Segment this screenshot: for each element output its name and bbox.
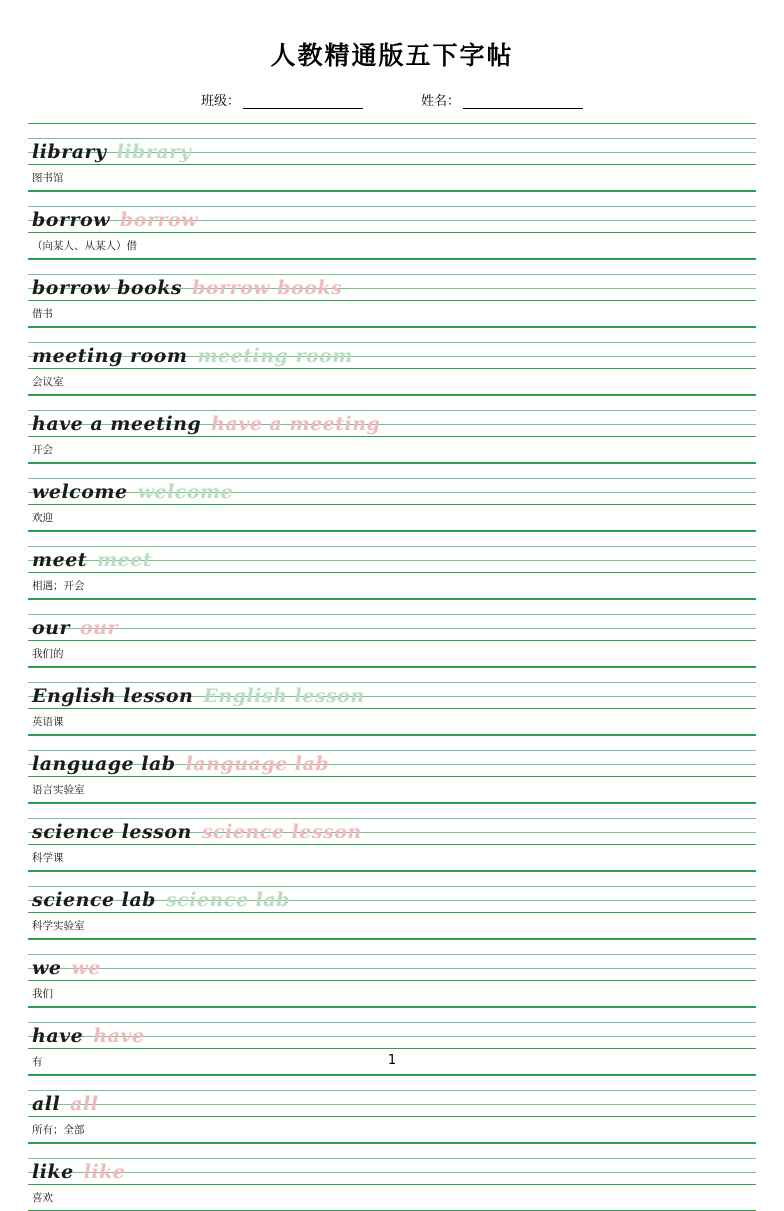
staff-rule-lower xyxy=(28,1172,756,1173)
entry-trace-word: borrow books xyxy=(192,277,343,299)
entry-trace-word: meet xyxy=(97,549,153,571)
name-field-label: 姓名： xyxy=(421,94,461,109)
entry-translation: 开会 xyxy=(28,437,756,463)
entry-trace-word: borrow xyxy=(120,209,199,231)
entry-words xyxy=(32,617,118,639)
entry-translation: 喜欢 xyxy=(28,1185,756,1211)
entry-words xyxy=(32,141,191,163)
writing-staff[interactable] xyxy=(28,123,756,165)
staff-rule-upper xyxy=(28,682,756,683)
entry-translation: 会议室 xyxy=(28,369,756,395)
vocabulary-entry xyxy=(28,395,756,463)
writing-staff[interactable] xyxy=(28,735,756,777)
staff-rule-lower xyxy=(28,1104,756,1105)
staff-rule-lower xyxy=(28,628,756,629)
entry-word: science lab xyxy=(32,889,156,911)
entry-words xyxy=(32,889,290,911)
writing-staff[interactable] xyxy=(28,327,756,369)
entry-translation: 科学课 xyxy=(28,845,756,871)
entry-word: meeting room xyxy=(32,345,188,367)
vocabulary-entry xyxy=(28,463,756,531)
vocabulary-entry xyxy=(28,871,756,939)
entry-word: borrow xyxy=(32,209,111,231)
entry-trace-word: English lesson xyxy=(203,685,365,707)
writing-staff[interactable] xyxy=(28,191,756,233)
staff-rule-upper xyxy=(28,546,756,547)
entry-translation: （向某人、从某人）借 xyxy=(28,233,756,259)
entry-word: all xyxy=(32,1093,61,1115)
entry-words xyxy=(32,685,365,707)
staff-rule-upper xyxy=(28,886,756,887)
class-field[interactable] xyxy=(201,90,363,109)
staff-rule-upper xyxy=(28,138,756,139)
staff-rule-upper xyxy=(28,342,756,343)
vocabulary-entry xyxy=(28,599,756,667)
entry-trace-word: all xyxy=(70,1093,99,1115)
staff-rule-lower xyxy=(28,968,756,969)
staff-rule-upper xyxy=(28,818,756,819)
entry-word: have xyxy=(32,1025,84,1047)
entry-word: we xyxy=(32,957,62,979)
entry-trace-word: our xyxy=(80,617,118,639)
writing-staff[interactable] xyxy=(28,939,756,981)
entry-word: science lesson xyxy=(32,821,192,843)
staff-rule-upper xyxy=(28,410,756,411)
entry-trace-word: like xyxy=(83,1161,126,1183)
entry-word: our xyxy=(32,617,70,639)
writing-staff[interactable] xyxy=(28,531,756,573)
page-title: 人教精通版五下字帖 xyxy=(270,41,514,70)
vocabulary-entry xyxy=(28,191,756,259)
entry-word: borrow books xyxy=(32,277,183,299)
entry-word: have a meeting xyxy=(32,413,202,435)
entry-translation: 图书馆 xyxy=(28,165,756,191)
entry-word: language lab xyxy=(32,753,176,775)
vocabulary-entry xyxy=(28,735,756,803)
writing-staff[interactable] xyxy=(28,1007,756,1049)
vocabulary-entry xyxy=(28,123,756,191)
entry-words xyxy=(32,1025,145,1047)
student-info-row xyxy=(28,90,756,109)
vocabulary-entry xyxy=(28,667,756,735)
entry-translation: 语言实验室 xyxy=(28,777,756,803)
entry-trace-word: library xyxy=(116,141,192,163)
name-field[interactable] xyxy=(421,90,583,109)
staff-rule-upper xyxy=(28,478,756,479)
entry-translation: 我们 xyxy=(28,981,756,1007)
entry-trace-word: have a meeting xyxy=(211,413,381,435)
vocabulary-entry xyxy=(28,531,756,599)
name-field-blank[interactable] xyxy=(463,95,583,109)
entry-trace-word: welcome xyxy=(137,481,234,503)
staff-rule-upper xyxy=(28,954,756,955)
entry-words xyxy=(32,413,380,435)
vocabulary-entry xyxy=(28,803,756,871)
staff-rule-upper xyxy=(28,614,756,615)
entry-word: library xyxy=(32,141,107,163)
staff-rule-upper xyxy=(28,1158,756,1159)
writing-staff[interactable] xyxy=(28,803,756,845)
entry-translation: 科学实验室 xyxy=(28,913,756,939)
entry-translation: 欢迎 xyxy=(28,505,756,531)
entry-words xyxy=(32,821,362,843)
entry-translation: 相遇；开会 xyxy=(28,573,756,599)
staff-rule-upper xyxy=(28,750,756,751)
writing-staff[interactable] xyxy=(28,259,756,301)
entry-translation: 我们的 xyxy=(28,641,756,667)
writing-staff[interactable] xyxy=(28,871,756,913)
staff-rule-upper xyxy=(28,274,756,275)
page-number: 1 xyxy=(387,1053,397,1068)
writing-staff[interactable] xyxy=(28,395,756,437)
entry-trace-word: science lesson xyxy=(201,821,362,843)
vocabulary-entry xyxy=(28,327,756,395)
writing-staff[interactable] xyxy=(28,463,756,505)
entry-words xyxy=(32,345,353,367)
entry-trace-word: have xyxy=(93,1025,145,1047)
writing-staff[interactable] xyxy=(28,599,756,641)
entry-trace-word: meeting room xyxy=(197,345,353,367)
entry-word: English lesson xyxy=(32,685,194,707)
writing-staff[interactable] xyxy=(28,1143,756,1185)
entry-words xyxy=(32,1161,125,1183)
class-field-label: 班级： xyxy=(200,94,240,109)
vocabulary-entry xyxy=(28,1075,756,1143)
entry-words xyxy=(32,481,233,503)
vocabulary-entry xyxy=(28,939,756,1007)
entry-word: like xyxy=(32,1161,74,1183)
entry-words xyxy=(32,957,101,979)
entry-words xyxy=(32,1093,99,1115)
entry-translation: 所有；全部 xyxy=(28,1117,756,1143)
vocabulary-entry xyxy=(28,1143,756,1211)
entry-translation: 英语课 xyxy=(28,709,756,735)
entry-word: meet xyxy=(32,549,88,571)
entry-trace-word: science lab xyxy=(165,889,290,911)
entry-trace-word: language lab xyxy=(185,753,330,775)
staff-rule-upper xyxy=(28,1090,756,1091)
entry-words xyxy=(32,549,152,571)
writing-staff[interactable] xyxy=(28,1075,756,1117)
staff-rule-upper xyxy=(28,206,756,207)
vocabulary-entry xyxy=(28,259,756,327)
writing-staff[interactable] xyxy=(28,667,756,709)
entry-translation: 借书 xyxy=(28,301,756,327)
entry-words xyxy=(32,277,342,299)
entry-words xyxy=(32,209,198,231)
staff-rule-upper xyxy=(28,1022,756,1023)
entry-words xyxy=(32,753,329,775)
entry-translation: 有 xyxy=(28,1049,756,1075)
entry-word: welcome xyxy=(32,481,128,503)
handwriting-sheet xyxy=(28,123,756,1211)
entry-trace-word: we xyxy=(71,957,101,979)
class-field-blank[interactable] xyxy=(243,95,363,109)
